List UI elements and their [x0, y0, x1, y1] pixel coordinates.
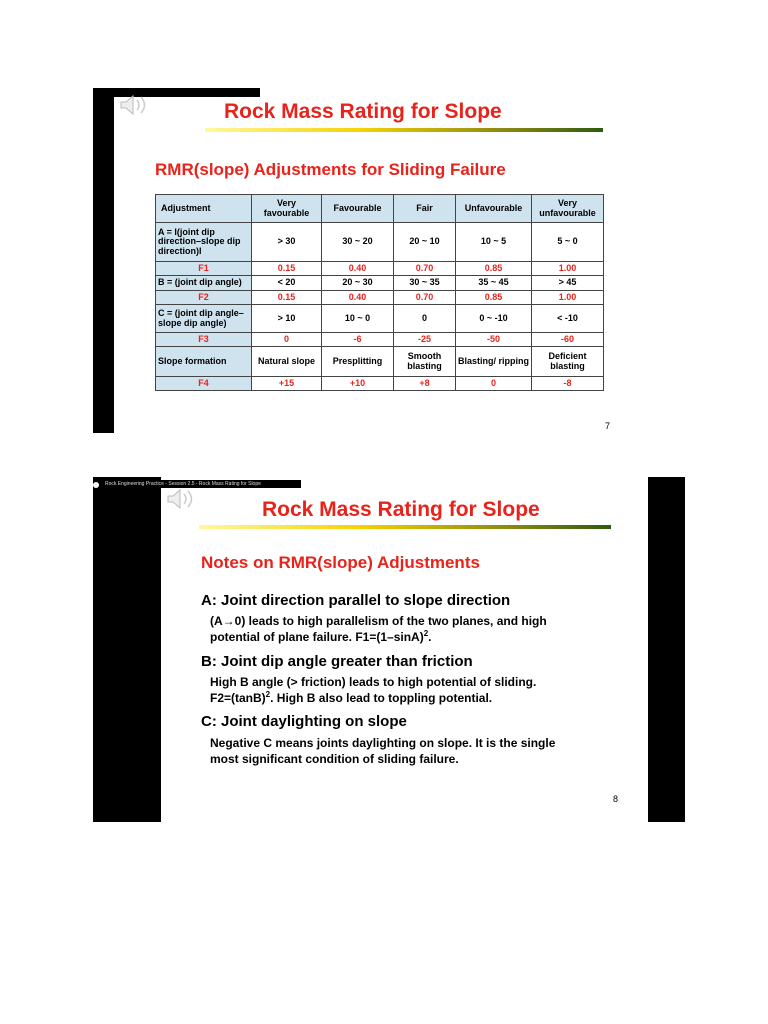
left-black-band: [93, 477, 161, 822]
slide-8: [93, 477, 685, 822]
note-heading-c: C: Joint daylighting on slope: [201, 713, 407, 730]
table-cell: 1.00: [532, 262, 604, 276]
row-label: Slope formation: [156, 347, 252, 377]
speaker-icon: [119, 94, 149, 116]
note-line: most significant condition of sliding failure.: [210, 752, 459, 766]
note-line-tail: . High B also lead to toppling potential.: [270, 691, 493, 705]
right-black-band: [648, 477, 685, 822]
slide-title: Rock Mass Rating for Slope: [262, 498, 540, 521]
table-cell: -60: [532, 333, 604, 347]
logo-icon: [93, 482, 99, 488]
table-cell: -6: [322, 333, 394, 347]
table-cell: +10: [322, 377, 394, 391]
note-heading-a: A: Joint direction parallel to slope direction: [201, 592, 511, 609]
table-cell: Smooth blasting: [394, 347, 456, 377]
speaker-icon: [166, 488, 196, 510]
page-number: 7: [605, 421, 611, 431]
table-row: [156, 262, 604, 276]
table-cell: Presplitting: [322, 347, 394, 377]
table-cell: 35 ~ 45: [456, 276, 532, 291]
note-line: High B angle (> friction) leads to high potential of sliding.: [210, 675, 537, 689]
title-underline: [205, 128, 603, 132]
note-line: potential of plane failure. F1=(1–sinA): [210, 630, 424, 644]
row-label: A = I(joint dip direction–slope dip direction)I: [156, 223, 252, 262]
table-header-cell: Adjustment: [156, 195, 252, 223]
table-cell: 0: [394, 305, 456, 333]
table-header-cell: Favourable: [322, 195, 394, 223]
note-line: Negative C means joints daylighting on slope. It is the single: [210, 736, 556, 750]
table-cell: > 45: [532, 276, 604, 291]
table-cell: Blasting/ ripping: [456, 347, 532, 377]
table-cell: 5 ~ 0: [532, 223, 604, 262]
row-label: F1: [156, 262, 252, 276]
table-cell: 0: [252, 333, 322, 347]
table-cell: +15: [252, 377, 322, 391]
row-label: F4: [156, 377, 252, 391]
table-header-row: [156, 195, 604, 223]
note-line: (A→0) leads to high parallelism of the two planes, and high: [210, 614, 547, 628]
slide-subtitle: Notes on RMR(slope) Adjustments: [201, 553, 480, 572]
table-cell: 30 ~ 35: [394, 276, 456, 291]
table-header-cell: Unfavourable: [456, 195, 532, 223]
table-cell: 0.70: [394, 262, 456, 276]
slide-title: Rock Mass Rating for Slope: [224, 100, 502, 123]
table-cell: 20 ~ 10: [394, 223, 456, 262]
note-body-a: [210, 613, 630, 645]
note-line-tail: .: [428, 630, 432, 644]
table-row: [156, 276, 604, 291]
table-row: [156, 347, 604, 377]
table-cell: -8: [532, 377, 604, 391]
table-cell: 0.85: [456, 291, 532, 305]
note-body-c: [210, 735, 630, 767]
note-heading-b: B: Joint dip angle greater than friction: [201, 653, 473, 670]
left-black-band: [93, 88, 114, 433]
slide-subtitle: RMR(slope) Adjustments for Sliding Failure: [155, 160, 506, 179]
table-cell: -25: [394, 333, 456, 347]
table-cell: +8: [394, 377, 456, 391]
row-label: C = (joint dip angle–slope dip angle): [156, 305, 252, 333]
table-cell: 0.15: [252, 291, 322, 305]
table-cell: 0: [456, 377, 532, 391]
table-cell: > 30: [252, 223, 322, 262]
table-cell: 0.85: [456, 262, 532, 276]
table-cell: 0 ~ -10: [456, 305, 532, 333]
table-header-cell: Very unfavourable: [532, 195, 604, 223]
presentation-header-bar: Rock Engineering Practice - Session 2.5 - Rock Mass Rating for Slope: [93, 480, 301, 488]
page-number: 8: [613, 794, 619, 804]
table-cell: > 10: [252, 305, 322, 333]
table-cell: Natural slope: [252, 347, 322, 377]
table-row: [156, 333, 604, 347]
superscript: 2: [265, 690, 271, 699]
superscript: 2: [423, 629, 429, 638]
table-cell: Deficient blasting: [532, 347, 604, 377]
row-label: F3: [156, 333, 252, 347]
table-row: [156, 291, 604, 305]
table-cell: 0.15: [252, 262, 322, 276]
title-underline: [199, 525, 611, 529]
table-cell: < -10: [532, 305, 604, 333]
table-row: [156, 223, 604, 262]
rmr-adjustment-table: [155, 194, 604, 391]
note-body-b: [210, 674, 630, 706]
table-row: [156, 377, 604, 391]
table-row: [156, 305, 604, 333]
table-cell: 30 ~ 20: [322, 223, 394, 262]
slide-7: [93, 88, 642, 433]
note-line: F2=(tanB): [210, 691, 266, 705]
table-cell: < 20: [252, 276, 322, 291]
table-cell: 0.40: [322, 262, 394, 276]
row-label: B = (joint dip angle): [156, 276, 252, 291]
row-label: F2: [156, 291, 252, 305]
table-cell: 10 ~ 5: [456, 223, 532, 262]
table-cell: -50: [456, 333, 532, 347]
table-header-cell: Very favourable: [252, 195, 322, 223]
table-cell: 0.40: [322, 291, 394, 305]
table-cell: 1.00: [532, 291, 604, 305]
table-cell: 10 ~ 0: [322, 305, 394, 333]
table-cell: 20 ~ 30: [322, 276, 394, 291]
table-cell: 0.70: [394, 291, 456, 305]
table-header-cell: Fair: [394, 195, 456, 223]
